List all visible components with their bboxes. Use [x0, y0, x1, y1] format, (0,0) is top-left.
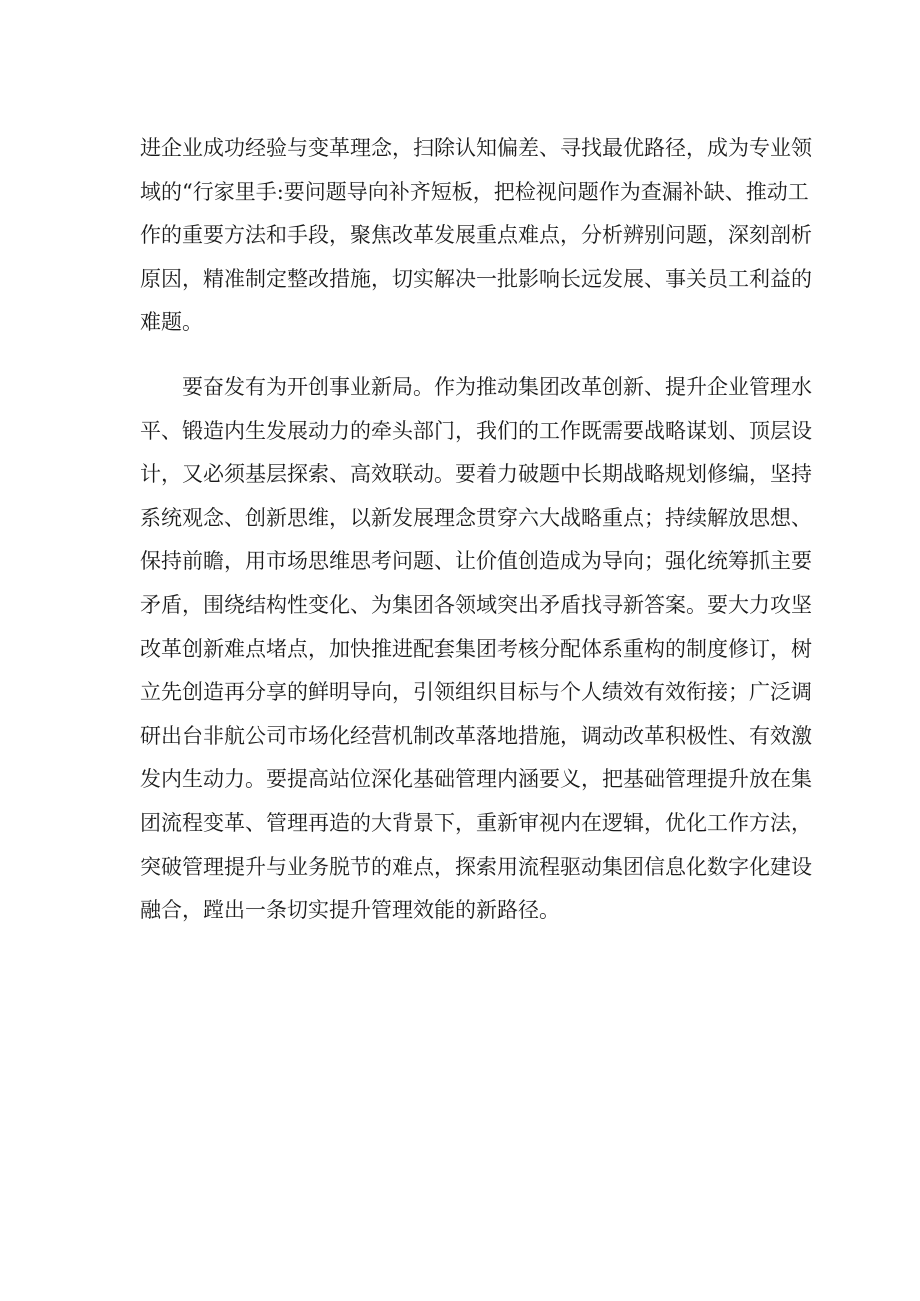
- paragraph-1: [140, 127, 812, 345]
- paragraph-line: 改革创新难点堵点，加快推进配套集团考核分配体系重构的制度修订，树: [140, 636, 812, 661]
- paragraph-line: 立先创造再分享的鲜明导向，引领组织目标与个人绩效有效衔接；广泛调: [140, 680, 812, 705]
- paragraph-line: 系统观念、创新思维，以新发展理念贯穿六大战略重点；持续解放思想、: [140, 505, 812, 530]
- paragraph-line: 发内生动力。要提高站位深化基础管理内涵要义，把基础管理提升放在集: [140, 767, 812, 792]
- paragraph-line: 域的“行家里手:要问题导向补齐短板，把检视问题作为查漏补缺、推动工: [140, 179, 809, 204]
- paragraph-line: 矛盾，围绕结构性变化、为集团各领域突出矛盾找寻新答案。要大力攻坚: [140, 592, 812, 617]
- paragraph-first-line: 要奋发有为开创事业新局。作为推动集团改革创新、提升企业管理水: [182, 375, 812, 399]
- paragraph-line: 团流程变革、管理再造的大背景下，重新审视内在逻辑，优化工作方法，: [140, 810, 812, 835]
- paragraph-line: 进企业成功经验与变革理念，扫除认知偏差、寻找最优路径，成为专业领: [140, 136, 812, 160]
- paragraph-line: 突破管理提升与业务脱节的难点，探索用流程驱动集团信息化数字化建设: [140, 854, 812, 879]
- paragraph-line: 研出台非航公司市场化经营机制改革落地措施，调动改革积极性、有效激: [140, 723, 812, 748]
- paragraph-line: 计，又必须基层探索、高效联动。要着力破题中长期战略规划修编，坚持: [140, 462, 812, 487]
- paragraph-line: 原因，精准制定整改措施，切实解决一批影响长远发展、事关员工利益的: [140, 266, 812, 291]
- paragraph-line: 保持前瞻，用市场思维思考问题、让价值创造成为导向；强化统筹抓主要: [140, 549, 812, 574]
- paragraph-line: 平、锻造内生发展动力的牵头部门，我们的工作既需要战略谋划、顶层设: [140, 418, 812, 443]
- paragraph-2: [140, 366, 812, 933]
- paragraph-line: 难题。: [140, 310, 203, 335]
- paragraph-line: 作的重要方法和手段，聚焦改革发展重点难点，分析辨别问题，深刻剖析: [140, 223, 812, 248]
- paragraph-line: 融合，蹚出一条切实提升管理效能的新路径。: [140, 898, 560, 923]
